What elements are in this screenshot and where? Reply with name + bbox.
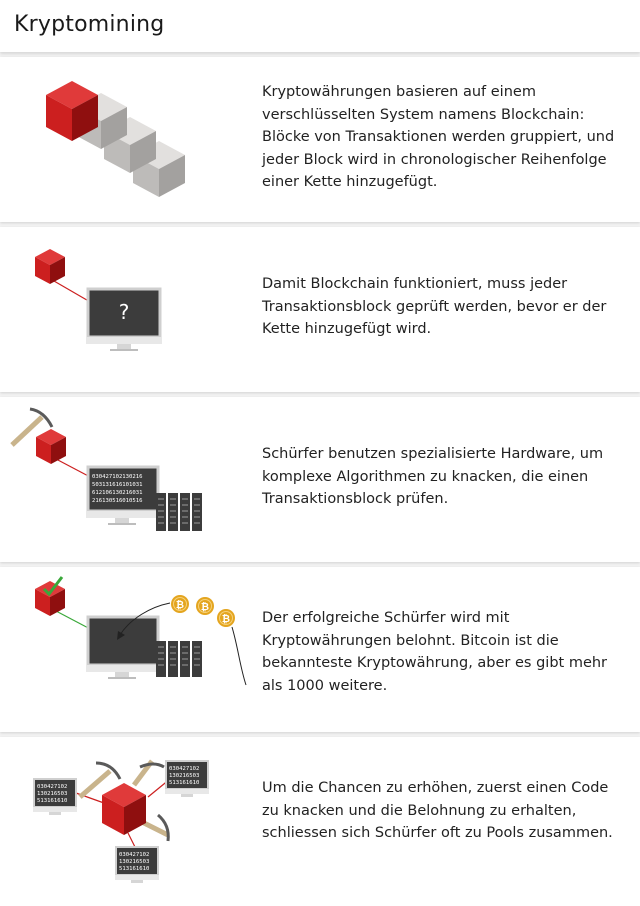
step-4-panel	[0, 567, 640, 732]
svg-text:030427102 130216503: 030427102 130216503 513161610	[37, 784, 68, 804]
monitor-icon	[86, 289, 162, 351]
step-1-panel	[0, 57, 640, 222]
page-title: Kryptomining	[14, 12, 165, 37]
svg-text:₿: ₿	[200, 602, 210, 613]
svg-text:₿: ₿	[175, 600, 185, 611]
bitcoin-icon	[171, 595, 189, 613]
step-1-text: Kryptowährungen basieren auf einem verschlüsselten System namens Blockchain: Blöcke von Transaktionen werden gruppiert, und jeder Block wird in chronologischer Reihenfolge einer Kette hinzugefügt.	[262, 84, 615, 190]
server-rack-icon	[156, 493, 202, 531]
step-3-text: Schürfer benutzen spezialisierte Hardware, um komplexe Algorithmen zu knacken, die einen Transaktionsblock prüfen.	[262, 446, 604, 507]
step-4-text: Der erfolgreiche Schürfer wird mit Kryptowährungen belohnt. Bitcoin ist die bekannteste Kryptowährung, aber es gibt mehr als 1000 weitere.	[262, 610, 608, 694]
blockchain-illustration	[0, 57, 250, 222]
header	[0, 0, 640, 52]
svg-text:₿: ₿	[221, 614, 231, 625]
monitor-icon	[33, 779, 77, 815]
monitor-icon	[165, 761, 209, 797]
pickaxe-icon	[134, 761, 164, 785]
mining-hardware-illustration	[0, 397, 250, 562]
svg-text:030427102 130216503: 030427102 130216503 513161610	[169, 766, 200, 786]
mining-pool-illustration	[0, 737, 250, 906]
step-3-panel	[0, 397, 640, 562]
bitcoin-icon	[217, 609, 235, 627]
monitor-icon	[115, 847, 159, 883]
monitor-icon	[86, 617, 160, 679]
svg-text:030427102130216 503131: 030427102130216 503131616101031 612106130216031 216130516010516	[92, 474, 143, 504]
step-2-panel	[0, 227, 640, 392]
step-2-text: Damit Blockchain funktioniert, muss jeder Transaktionsblock geprüft werden, bevor er der Kette hinzugefügt wird.	[262, 276, 607, 337]
monitor-icon	[86, 467, 160, 525]
verify-block-illustration	[0, 227, 250, 392]
step-5-text: Um die Chancen zu erhöhen, zuerst einen Code zu knacken und die Belohnung zu erhalten, schliessen sich Schürfer oft zu Pools zusammen.	[262, 780, 613, 841]
red-block-icon	[102, 783, 146, 835]
question-mark: ?	[118, 300, 130, 324]
svg-text:030427102 130216503: 030427102 130216503 513161610	[119, 852, 150, 872]
red-block-icon	[35, 249, 65, 284]
bitcoin-reward-illustration	[0, 567, 250, 732]
server-rack-icon	[156, 641, 202, 677]
bitcoin-icon	[196, 597, 214, 615]
red-block-icon	[35, 581, 65, 616]
red-block-icon	[36, 429, 66, 464]
step-5-panel	[0, 737, 640, 906]
